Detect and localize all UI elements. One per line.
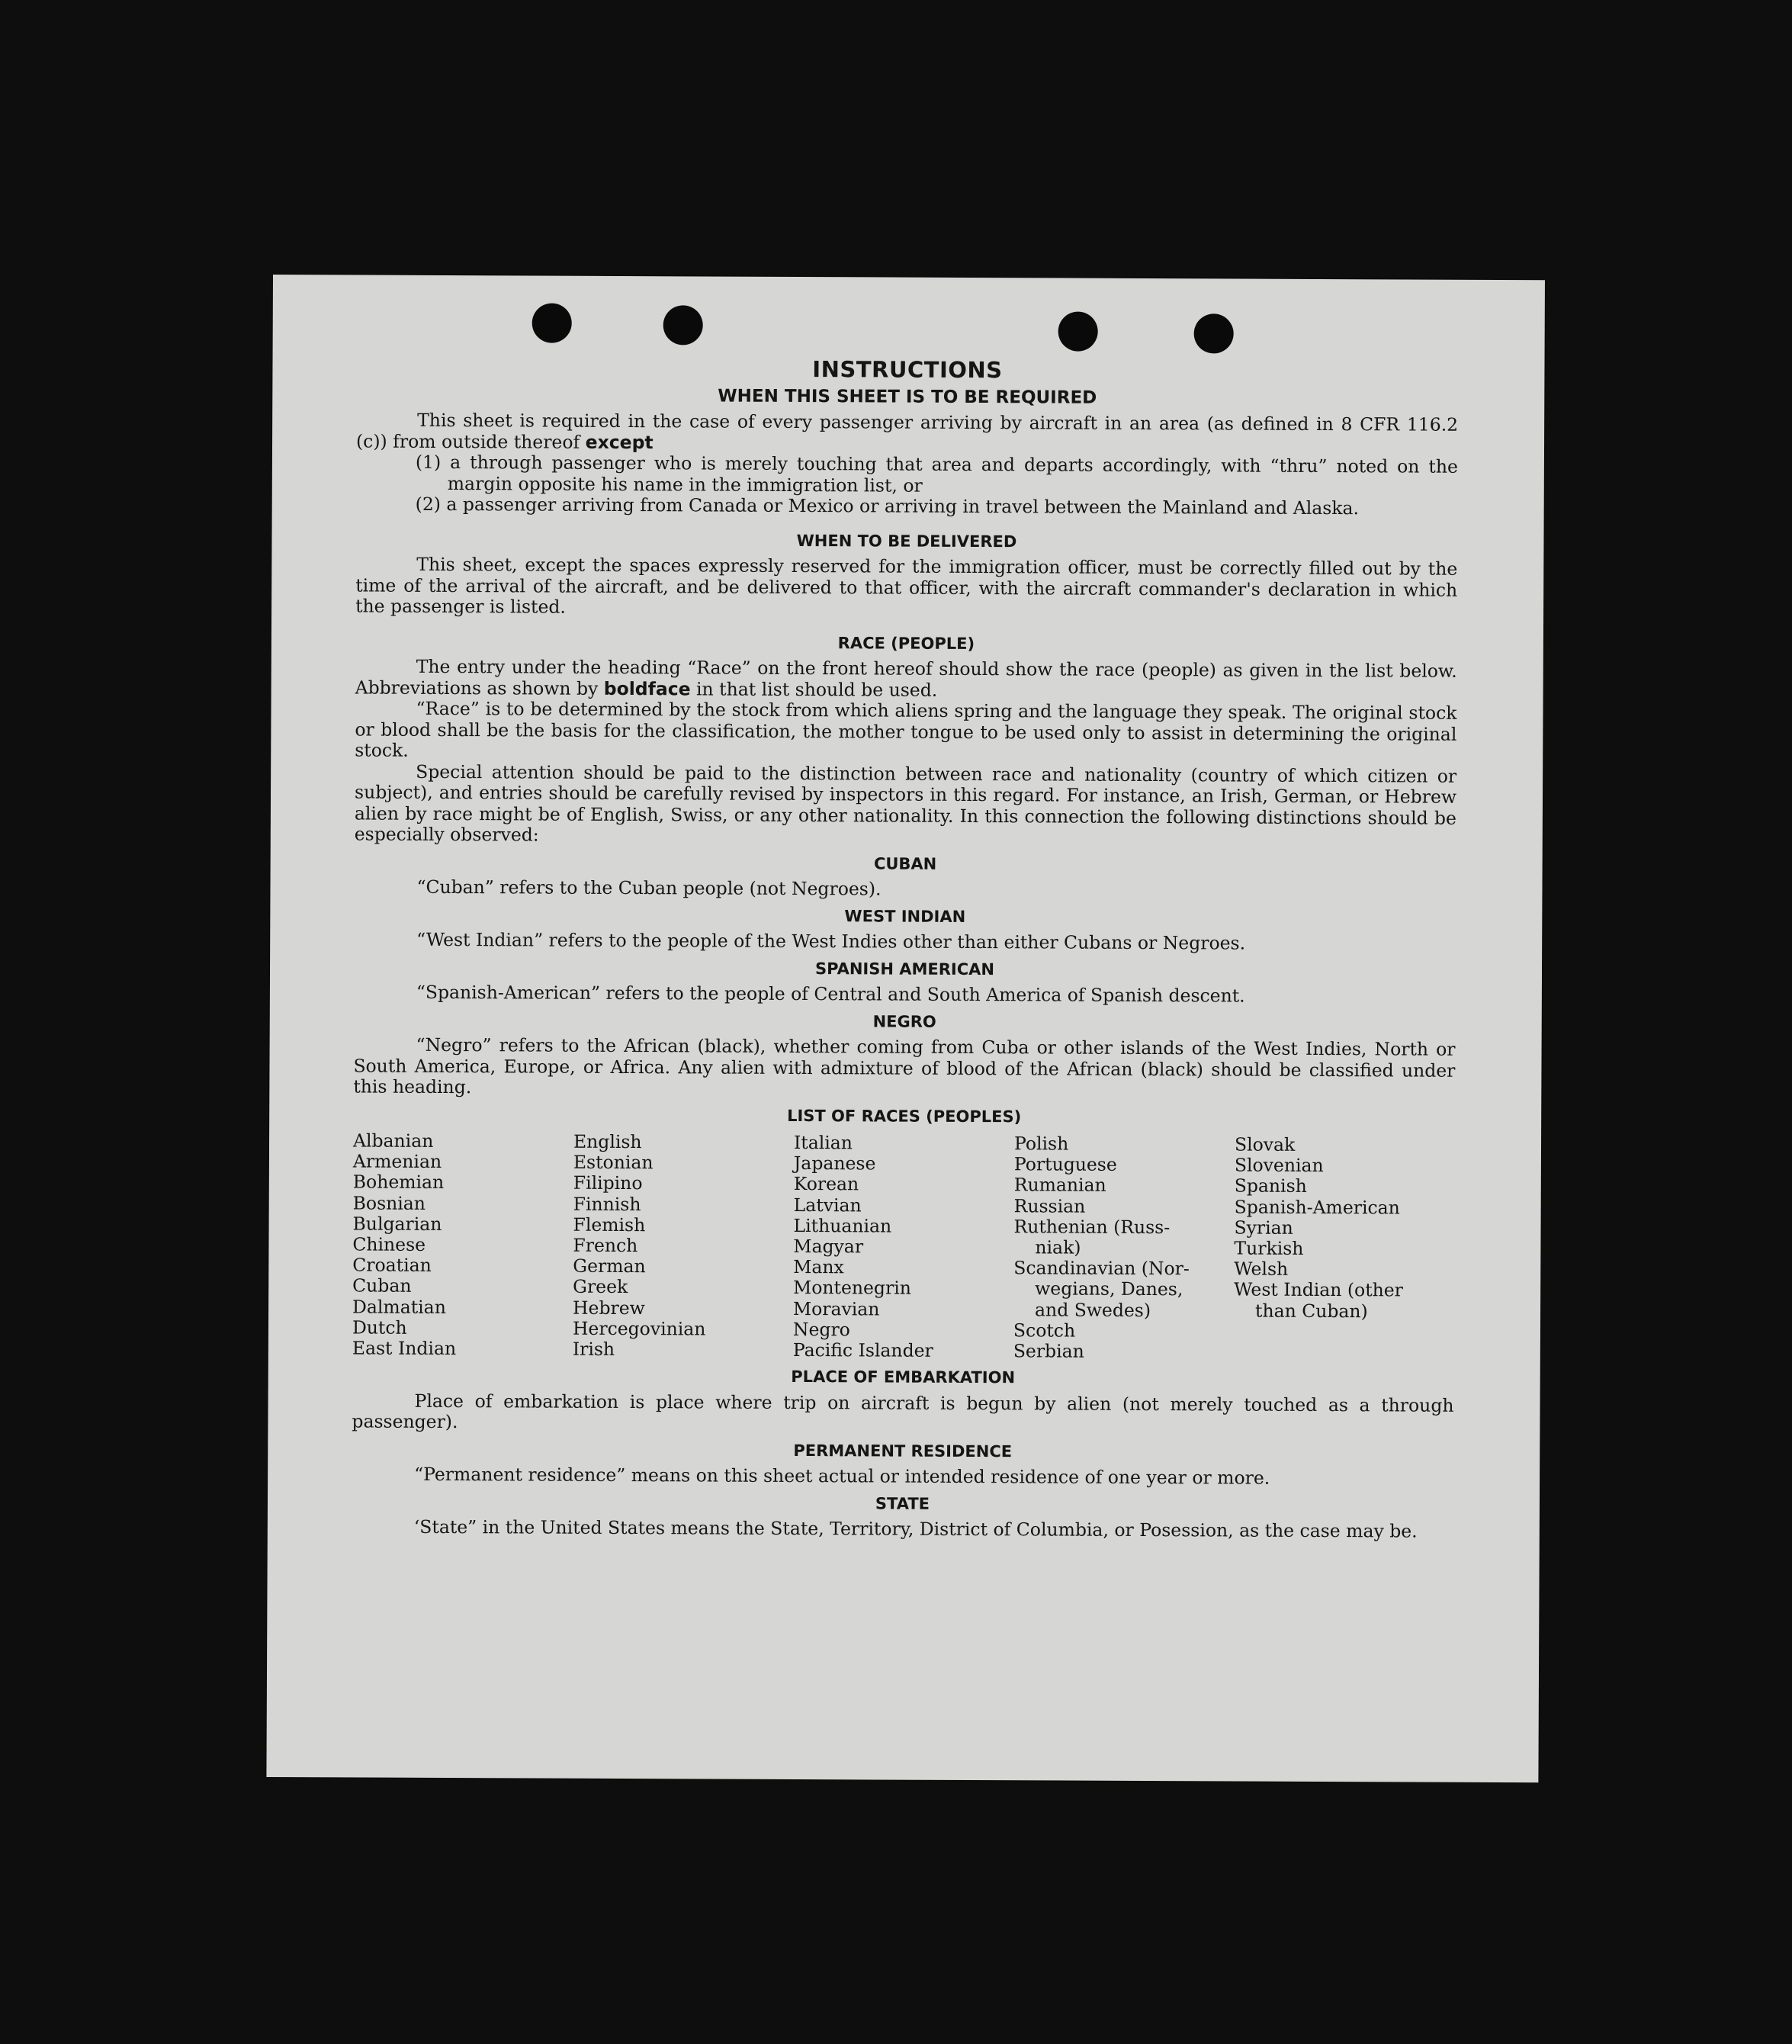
list-item: Hebrew: [573, 1297, 645, 1319]
heading-delivered: WHEN TO BE DELIVERED: [796, 531, 1017, 551]
races-column-4: [1013, 1133, 1235, 1362]
list-item: Bulgarian: [352, 1213, 442, 1235]
delivered-text: This sheet, except the spaces expressly reserved for the immigration officer, must be correctly filled out by the time of the arrival of the aircraft, and be delivered to that officer, with the aircraft commander's declaration in which the passenger is listed.: [355, 553, 1458, 618]
list-item: Albanian: [352, 1130, 434, 1152]
heading-embarkation: PLACE OF EMBARKATION: [791, 1367, 1016, 1387]
list-item: wegians, Danes,: [1035, 1278, 1183, 1300]
list-item: Lithuanian: [793, 1214, 892, 1237]
list-item: Negro: [792, 1318, 850, 1341]
list-item: Slovenian: [1234, 1154, 1324, 1177]
list-item: Magyar: [793, 1236, 864, 1258]
heading-required: WHEN THIS SHEET IS TO BE REQUIRED: [718, 386, 1097, 408]
list-item: Hercegovinian: [572, 1317, 706, 1340]
list-item: Dutch: [352, 1316, 407, 1339]
spanish-american-text: “Spanish-American” refers to the people of Central and South America of Spanish descent.: [416, 981, 1245, 1007]
instructions-content: [352, 357, 1459, 1548]
list-item: Scotch: [1013, 1319, 1076, 1342]
list-item: Slovak: [1234, 1133, 1296, 1155]
list-item: Bosnian: [352, 1192, 426, 1214]
list-item: Turkish: [1234, 1237, 1304, 1259]
list-item: Korean: [793, 1173, 859, 1195]
list-item: East Indian: [352, 1337, 457, 1360]
page-title: INSTRUCTIONS: [812, 356, 1003, 384]
required-intro: This sheet is required in the case of every passenger arriving by aircraft in an area (as defined in 8 CFR 116.2 (c)) from outside thereof except: [355, 409, 1459, 453]
list-item: Portuguese: [1013, 1153, 1117, 1176]
list-item: Serbian: [1013, 1340, 1084, 1362]
heading-spanish-american: SPANISH AMERICAN: [815, 959, 995, 979]
negro-text: “Negro” refers to the African (black), whether coming from Cuba or other islands of the West Indies, North or South America, Europe, or Africa. Any alien with admixture of blood of the African (black) should be classified under this heading.: [353, 1033, 1456, 1098]
list-item: Rumanian: [1013, 1174, 1106, 1197]
document-page: [266, 275, 1545, 1782]
races-column-1: [352, 1130, 573, 1359]
list-item: Flemish: [573, 1213, 646, 1236]
required-item-1: (1) a through passenger who is merely touching that area and departs accordingly, with “thru” noted on the margin opposite his name in the immigration list, or: [415, 451, 1458, 497]
list-item: Polish: [1013, 1133, 1069, 1155]
list-item: Irish: [572, 1338, 615, 1360]
list-item: Ruthenian (Russ-: [1013, 1216, 1171, 1238]
punch-hole: [663, 305, 703, 345]
list-item: West Indian (other: [1234, 1278, 1404, 1301]
cuban-text: “Cuban” refers to the Cuban people (not Negroes).: [416, 876, 882, 900]
races-column-2: [573, 1132, 794, 1361]
heading-cuban: CUBAN: [873, 853, 937, 873]
heading-state: STATE: [875, 1494, 930, 1513]
heading-race: RACE (PEOPLE): [837, 633, 975, 653]
punch-hole: [532, 303, 572, 342]
list-item: Filipino: [573, 1172, 643, 1194]
list-item: Moravian: [793, 1297, 880, 1320]
list-item: Latvian: [793, 1194, 862, 1216]
west-indian-text: “West Indian” refers to the people of the West Indies other than either Cubans or Negroes.: [416, 928, 1246, 954]
list-item: Cuban: [352, 1274, 412, 1297]
list-item: German: [573, 1255, 646, 1278]
state-text: ‘State” in the United States means the State, Territory, District of Columbia, or Posession, as the case may be.: [413, 1516, 1418, 1542]
punch-hole: [1194, 313, 1234, 353]
heading-negro: NEGRO: [872, 1011, 936, 1031]
list-item: Dalmatian: [352, 1296, 446, 1318]
list-item: Syrian: [1234, 1216, 1293, 1239]
races-column-3: [793, 1133, 1014, 1361]
list-item: English: [573, 1130, 642, 1153]
list-item: niak): [1035, 1236, 1081, 1258]
list-item: and Swedes): [1035, 1298, 1151, 1321]
list-item: than Cuban): [1255, 1300, 1368, 1322]
residence-text: “Permanent residence” means on this sheet actual or intended residence of one year or more.: [414, 1464, 1270, 1489]
list-item: Pacific Islander: [792, 1339, 933, 1361]
list-item: Finnish: [573, 1193, 641, 1215]
list-item: Manx: [793, 1256, 844, 1278]
list-item: Japanese: [793, 1152, 876, 1175]
list-item: Bohemian: [352, 1171, 445, 1194]
list-item: Scandinavian (Nor-: [1013, 1257, 1190, 1280]
embarkation-text: Place of embarkation is place where trip on aircraft is begun by alien (not merely touched as a through passenger).: [352, 1390, 1454, 1433]
heading-permanent-residence: PERMANENT RESIDENCE: [793, 1441, 1013, 1461]
races-column-5: [1234, 1135, 1455, 1364]
list-item: Russian: [1013, 1194, 1086, 1217]
race-paragraph-3: Special attention should be paid to the distinction between race and nationality (country of which citizen or subject), and entries should be carefully revised by inspectors in this regard. For instance, an Irish, German, or Hebrew alien by race might be of English, Swiss, or any other nationality. In this connection the following distinctions should be especially observed:: [354, 760, 1457, 846]
race-paragraph-2: “Race” is to be determined by the stock from which aliens spring and the language they speak. The original stock or blood shall be the basis for the classification, the mother tongue to be used only to assist in determining the original stock.: [355, 697, 1457, 761]
list-item: Montenegrin: [793, 1277, 911, 1300]
list-item: Estonian: [573, 1151, 654, 1174]
heading-list-of-races: LIST OF RACES (PEOPLES): [787, 1106, 1022, 1126]
required-item-2: (2) a passenger arriving from Canada or Mexico or arriving in travel between the Mainland and Alaska.: [415, 493, 1360, 519]
race-paragraph-1: The entry under the heading “Race” on the front hereof should show the race (people) as given in the list below. Abbreviations as shown by boldface in that list should be used.: [355, 655, 1457, 701]
list-item: Croatian: [352, 1254, 432, 1277]
list-item: Greek: [573, 1276, 628, 1298]
heading-west-indian: WEST INDIAN: [844, 906, 966, 926]
list-item: Italian: [793, 1131, 853, 1154]
list-item: Chinese: [352, 1233, 426, 1255]
races-list: [352, 1130, 1455, 1364]
list-item: Welsh: [1234, 1258, 1289, 1281]
list-item: Spanish: [1234, 1175, 1307, 1197]
list-item: Spanish-American: [1234, 1196, 1400, 1219]
punch-hole: [1058, 311, 1098, 351]
list-item: French: [573, 1234, 638, 1257]
list-item: Armenian: [352, 1150, 442, 1173]
